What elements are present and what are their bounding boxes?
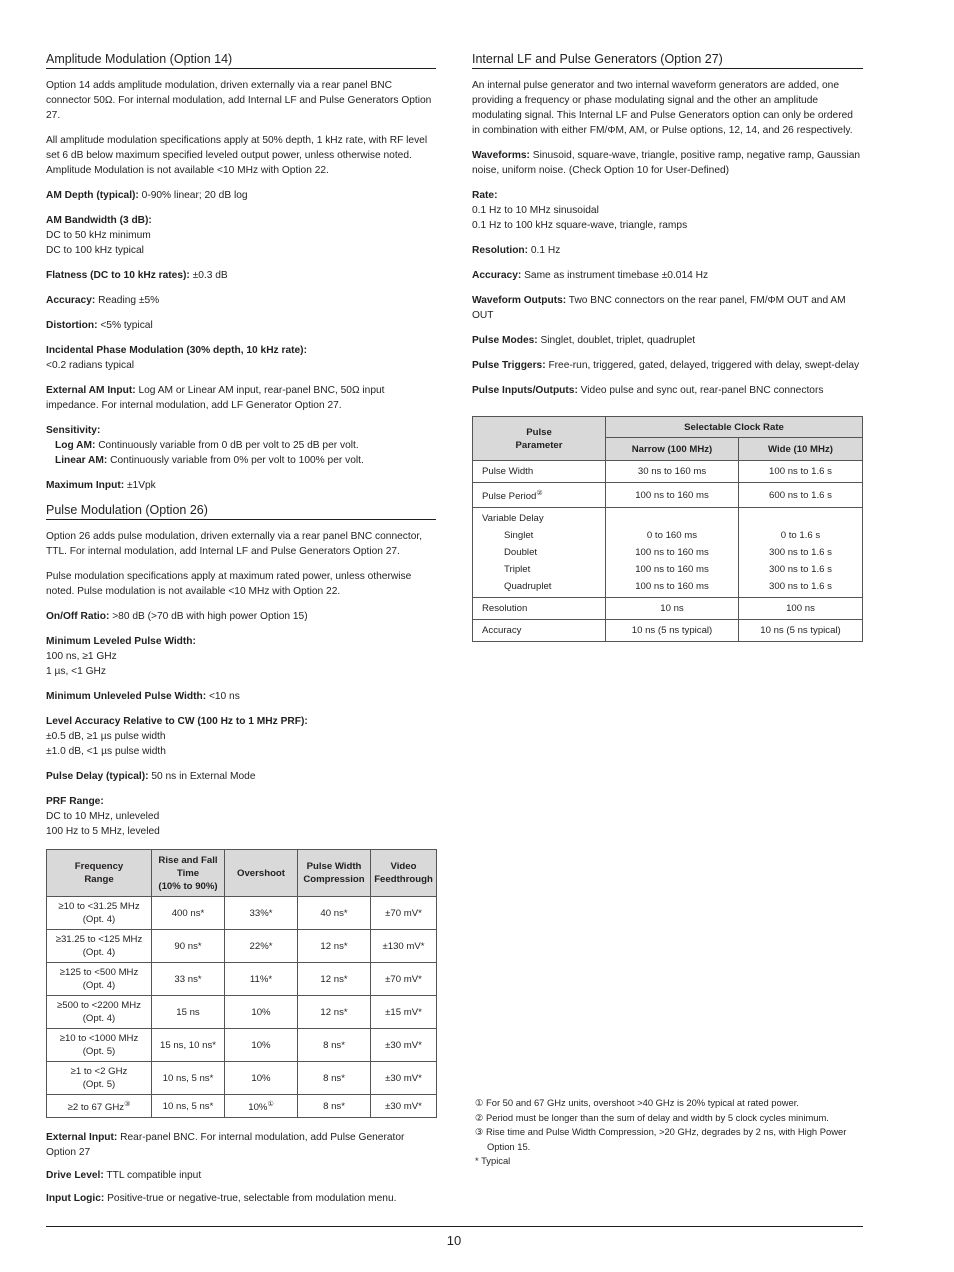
lf-resolution-label: Resolution: (472, 245, 529, 256)
lf-pulse-modes (472, 333, 863, 348)
pm-prf-line1: DC to 10 MHz, unleveled (46, 811, 160, 822)
cell-parameter: Resolution (473, 598, 606, 620)
footnote-ref-2: ② (536, 490, 543, 497)
cell-rise: 15 ns, 10 ns* (152, 1029, 225, 1062)
am-flatness-value: ±0.3 dB (189, 270, 228, 281)
lf-resolution (472, 243, 863, 258)
cell-rise: 10 ns, 5 ns* (152, 1095, 225, 1118)
table-row (47, 930, 437, 963)
cell-range: ≥10 to <1000 MHz (Opt. 5) (47, 1029, 152, 1062)
cell-narrow: 0 to 160 ms 100 ns to 160 ms 100 ns to 160 ms 100 ns to 160 ms (606, 508, 739, 598)
cell-pw-compression: 12 ns* (298, 963, 371, 996)
am-bandwidth-min: DC to 50 kHz minimum (46, 230, 151, 241)
cell-rise: 33 ns* (152, 963, 225, 996)
am-ext-label: External AM Input: (46, 385, 136, 396)
am-distortion (46, 318, 436, 333)
lf-pmode-value: Singlet, doublet, triplet, quadruplet (537, 335, 696, 346)
am-linear-label: Linear AM: (55, 455, 108, 466)
col-header-narrow: Narrow (100 MHz) (606, 438, 739, 461)
lf-rate-label: Rate: (472, 190, 498, 201)
cell-video: ±130 mV* (371, 930, 437, 963)
cell-pw-compression: 12 ns* (298, 930, 371, 963)
col-header-pw-compression: Pulse Width Compression (298, 850, 371, 897)
cell-parameter: Accuracy (473, 620, 606, 642)
pm-lar-label: Level Accuracy Relative to CW (100 Hz to 1 MHz PRF): (46, 716, 308, 727)
cell-overshoot: 10% (225, 996, 298, 1029)
pm-drive-label: Drive Level: (46, 1170, 104, 1181)
am-max-label: Maximum Input: (46, 480, 125, 491)
cell-overshoot: 33%* (225, 897, 298, 930)
cell-parameter: Pulse Width (473, 461, 606, 483)
cell-rise: 90 ns* (152, 930, 225, 963)
cell-rise: 10 ns, 5 ns* (152, 1062, 225, 1095)
cell-parameter: Pulse Period② (473, 483, 606, 508)
table-row (47, 1062, 437, 1095)
cell-overshoot: 22%* (225, 930, 298, 963)
am-log-sensitivity (46, 438, 436, 453)
am-max-value: ±1Vpk (124, 480, 156, 491)
pm-pulse-delay (46, 769, 436, 784)
pm-mlpw-line2: 1 µs, <1 GHz (46, 666, 106, 677)
footnotes (475, 1096, 865, 1169)
variable-delay-label: Variable Delay (482, 513, 544, 525)
col-header-clock-rate: Selectable Clock Rate (606, 417, 863, 438)
cell-range: ≥500 to <2200 MHz (Opt. 4) (47, 996, 152, 1029)
lf-section-title: Internal LF and Pulse Generators (Option 27) (472, 52, 863, 69)
am-flatness-label: Flatness (DC to 10 kHz rates): (46, 270, 190, 281)
pm-prf-line2: 100 Hz to 5 MHz, leveled (46, 826, 160, 837)
lf-ptrig-label: Pulse Triggers: (472, 360, 546, 371)
cell-wide: 0 to 1.6 s 300 ns to 1.6 s 300 ns to 1.6 s 300 ns to 1.6 s (739, 508, 863, 598)
lf-pmode-label: Pulse Modes: (472, 335, 538, 346)
am-sens-label: Sensitivity: (46, 425, 101, 436)
table-row (47, 897, 437, 930)
am-flatness (46, 268, 436, 283)
doublet-label: Doublet (504, 547, 538, 559)
footnote-ref-3: ③ (124, 1100, 131, 1108)
am-external-input (46, 383, 436, 413)
pm-mlpw-line1: 100 ns, ≥1 GHz (46, 651, 117, 662)
col-header-video-feedthrough: Video Feedthrough (371, 850, 437, 897)
am-max-input (46, 478, 436, 493)
triplet-label: Triplet (504, 564, 531, 576)
pm-intro: Option 26 adds pulse modulation, driven externally via a rear panel BNC connector, TTL. For internal modulation, add Internal LF and Pulse Generators Option 27. (46, 531, 423, 557)
lf-rate-line1: 0.1 Hz to 10 MHz sinusoidal (472, 205, 599, 216)
cell-range: ≥2 to 67 GHz③ (47, 1095, 152, 1118)
pm-ext-label: External Input: (46, 1132, 118, 1143)
cell-video: ±15 mV* (371, 996, 437, 1029)
lf-rate-line2: 0.1 Hz to 100 kHz square-wave, triangle, ramps (472, 220, 688, 231)
table-row (473, 620, 863, 642)
cell-video: ±30 mV* (371, 1062, 437, 1095)
cell-wide: 600 ns to 1.6 s (739, 483, 863, 508)
right-column (472, 52, 863, 642)
pm-input-logic (46, 1191, 436, 1206)
cell-pw-compression: 8 ns* (298, 1062, 371, 1095)
table-row (47, 1029, 437, 1062)
table-row (473, 598, 863, 620)
pm-delay-value: 50 ns in External Mode (148, 771, 256, 782)
footer-divider (46, 1226, 863, 1227)
left-column (46, 52, 436, 1216)
singlet-label: Singlet (504, 530, 534, 542)
footnote-3: ③ Rise time and Pulse Width Compression, >20 GHz, degrades by 2 ns, with High Power Option 15. (475, 1126, 847, 1152)
pm-onoff-value: >80 dB (>70 dB with high power Option 15) (109, 611, 308, 622)
am-distortion-label: Distortion: (46, 320, 98, 331)
cell-pw-compression: 40 ns* (298, 897, 371, 930)
am-accuracy-label: Accuracy: (46, 295, 96, 306)
am-ipm-value: <0.2 radians typical (46, 360, 135, 371)
cell-pw-compression: 8 ns* (298, 1095, 371, 1118)
cell-narrow: 100 ns to 160 ms (606, 483, 739, 508)
pm-section-title: Pulse Modulation (Option 26) (46, 503, 436, 520)
pm-level-accuracy (46, 714, 436, 759)
cell-video: ±70 mV* (371, 897, 437, 930)
lf-waveforms-label: Waveforms: (472, 150, 530, 161)
table-row (473, 483, 863, 508)
lf-wo-value: Two BNC connectors on the rear panel, FM/ΦM OUT and AM OUT (472, 295, 846, 321)
pm-mupw-value: <10 ns (206, 691, 240, 702)
cell-pw-compression: 12 ns* (298, 996, 371, 1029)
cell-narrow: 10 ns (606, 598, 739, 620)
pm-lar-line1: ±0.5 dB, ≥1 µs pulse width (46, 731, 166, 742)
pm-drive-level (46, 1168, 436, 1183)
pm-logic-label: Input Logic: (46, 1193, 105, 1204)
am-log-value: Continuously variable from 0 dB per volt to 25 dB per volt. (95, 440, 359, 451)
cell-range: ≥1 to <2 GHz (Opt. 5) (47, 1062, 152, 1095)
pm-ext-value: Rear-panel BNC. For internal modulation, add Pulse Generator Option 27 (46, 1132, 405, 1158)
pm-drive-value: TTL compatible input (103, 1170, 202, 1181)
cell-parameter (473, 508, 606, 598)
col-header-overshoot: Overshoot (225, 850, 298, 897)
am-depth-value: 0-90% linear; 20 dB log (138, 190, 248, 201)
pm-logic-value: Positive-true or negative-true, selectable from modulation menu. (104, 1193, 397, 1204)
table-header-row (473, 417, 863, 438)
col-header-pulse-parameter: Pulse Parameter (473, 417, 606, 461)
lf-ptrig-value: Free-run, triggered, gated, delayed, triggered with delay, swept-delay (545, 360, 860, 371)
am-accuracy-value: Reading ±5% (95, 295, 160, 306)
pm-spec-conditions: Pulse modulation specifications apply at maximum rated power, unless otherwise noted. Pulse modulation is not available <10 MHz with Option 22. (46, 571, 412, 597)
pm-min-leveled-pw (46, 634, 436, 679)
table-row (47, 996, 437, 1029)
table-header-row (47, 850, 437, 897)
am-linear-value: Continuously variable from 0% per volt to 100% per volt. (107, 455, 364, 466)
footnote-1: ① For 50 and 67 GHz units, overshoot >40 GHz is 20% typical at rated power. (475, 1097, 799, 1108)
lf-waveform-outputs (472, 293, 863, 323)
cell-overshoot: 11%* (225, 963, 298, 996)
am-bandwidth-typ: DC to 100 kHz typical (46, 245, 144, 256)
footnote-typical: * Typical (475, 1155, 511, 1166)
am-log-label: Log AM: (55, 440, 96, 451)
am-spec-conditions: All amplitude modulation specifications apply at 50% depth, 1 kHz rate, with RF level set 6 dB below maximum specified leveled output power, unless otherwise noted. Amplitude Modulation is not available <10 MHz with Option 22. (46, 135, 428, 176)
cell-rise: 400 ns* (152, 897, 225, 930)
cell-video: ±30 mV* (371, 1095, 437, 1118)
cell-narrow: 10 ns (5 ns typical) (606, 620, 739, 642)
am-bandwidth (46, 213, 436, 258)
col-header-frequency-range: Frequency Range (47, 850, 152, 897)
table-row (473, 508, 863, 598)
col-header-rise-fall: Rise and Fall Time (10% to 90%) (152, 850, 225, 897)
page-number: 10 (446, 1233, 462, 1248)
footnote-ref-1: ① (267, 1100, 274, 1108)
am-bandwidth-label: AM Bandwidth (3 dB): (46, 215, 152, 226)
lf-rate (472, 188, 863, 233)
lf-wo-label: Waveform Outputs: (472, 295, 567, 306)
cell-rise: 15 ns (152, 996, 225, 1029)
pulse-modulation-table (46, 849, 437, 1118)
pm-external-input (46, 1130, 436, 1160)
cell-range: ≥125 to <500 MHz (Opt. 4) (47, 963, 152, 996)
am-sensitivity (46, 423, 436, 468)
am-incidental-pm (46, 343, 436, 373)
pm-onoff-label: On/Off Ratio: (46, 611, 110, 622)
lf-intro: An internal pulse generator and two internal waveform generators are added, one providing a frequency or phase modulating signal and the other an amplitude modulating signal. This Internal LF and Pulse Generators option can only be ordered in combination with either FM/ΦM, AM, or Pulse options, 12, 14, and 26 respectively. (472, 80, 853, 136)
lf-accuracy-value: Same as instrument timebase ±0.014 Hz (521, 270, 709, 281)
pm-lar-line2: ±1.0 dB, <1 µs pulse width (46, 746, 166, 757)
lf-waveforms (472, 148, 863, 178)
lf-pio-value: Video pulse and sync out, rear-panel BNC connectors (577, 385, 824, 396)
lf-pulse-io (472, 383, 863, 398)
pm-mlpw-label: Minimum Leveled Pulse Width: (46, 636, 196, 647)
cell-wide: 100 ns to 1.6 s (739, 461, 863, 483)
cell-range: ≥31.25 to <125 MHz (Opt. 4) (47, 930, 152, 963)
am-depth-label: AM Depth (typical): (46, 190, 139, 201)
pm-prf-label: PRF Range: (46, 796, 104, 807)
table-row (473, 461, 863, 483)
pm-mupw-label: Minimum Unleveled Pulse Width: (46, 691, 207, 702)
pm-prf-range (46, 794, 436, 839)
am-accuracy (46, 293, 436, 308)
lf-pio-label: Pulse Inputs/Outputs: (472, 385, 578, 396)
table-row (47, 963, 437, 996)
footnote-2: ② Period must be longer than the sum of delay and width by 5 clock cycles minimum. (475, 1111, 829, 1123)
cell-overshoot: 10% (225, 1029, 298, 1062)
am-ipm-label: Incidental Phase Modulation (30% depth, 10 kHz rate): (46, 345, 307, 356)
cell-wide: 100 ns (739, 598, 863, 620)
lf-accuracy-label: Accuracy: (472, 270, 522, 281)
cell-overshoot: 10% (225, 1062, 298, 1095)
am-ext-value: Log AM or Linear AM input, rear-panel BNC, 50Ω input impedance. For internal modulation, add LF Generator Option 27. (46, 385, 385, 411)
lf-resolution-value: 0.1 Hz (528, 245, 561, 256)
pm-delay-label: Pulse Delay (typical): (46, 771, 149, 782)
am-distortion-value: <5% typical (97, 320, 153, 331)
pulse-parameter-table (472, 416, 863, 642)
pm-min-unleveled-pw (46, 689, 436, 704)
am-section-title: Amplitude Modulation (Option 14) (46, 52, 436, 69)
quadruplet-label: Quadruplet (504, 581, 552, 593)
cell-range: ≥10 to <31.25 MHz (Opt. 4) (47, 897, 152, 930)
lf-waveforms-value: Sinusoid, square-wave, triangle, positive ramp, negative ramp, Gaussian noise, uniform noise. (Check Option 10 for User-Defined) (472, 150, 861, 176)
cell-pw-compression: 8 ns* (298, 1029, 371, 1062)
lf-accuracy (472, 268, 863, 283)
lf-pulse-triggers (472, 358, 863, 373)
am-depth (46, 188, 436, 203)
table-row (47, 1095, 437, 1118)
cell-video: ±30 mV* (371, 1029, 437, 1062)
cell-video: ±70 mV* (371, 963, 437, 996)
pm-on-off-ratio (46, 609, 436, 624)
am-linear-sensitivity (46, 453, 436, 468)
cell-overshoot: 10%① (225, 1095, 298, 1118)
am-intro: Option 14 adds amplitude modulation, driven externally via a rear panel BNC connector 50Ω. For internal modulation, add Internal LF and Pulse Generators Option 27. (46, 80, 432, 121)
col-header-wide: Wide (10 MHz) (739, 438, 863, 461)
cell-wide: 10 ns (5 ns typical) (739, 620, 863, 642)
cell-narrow: 30 ns to 160 ms (606, 461, 739, 483)
